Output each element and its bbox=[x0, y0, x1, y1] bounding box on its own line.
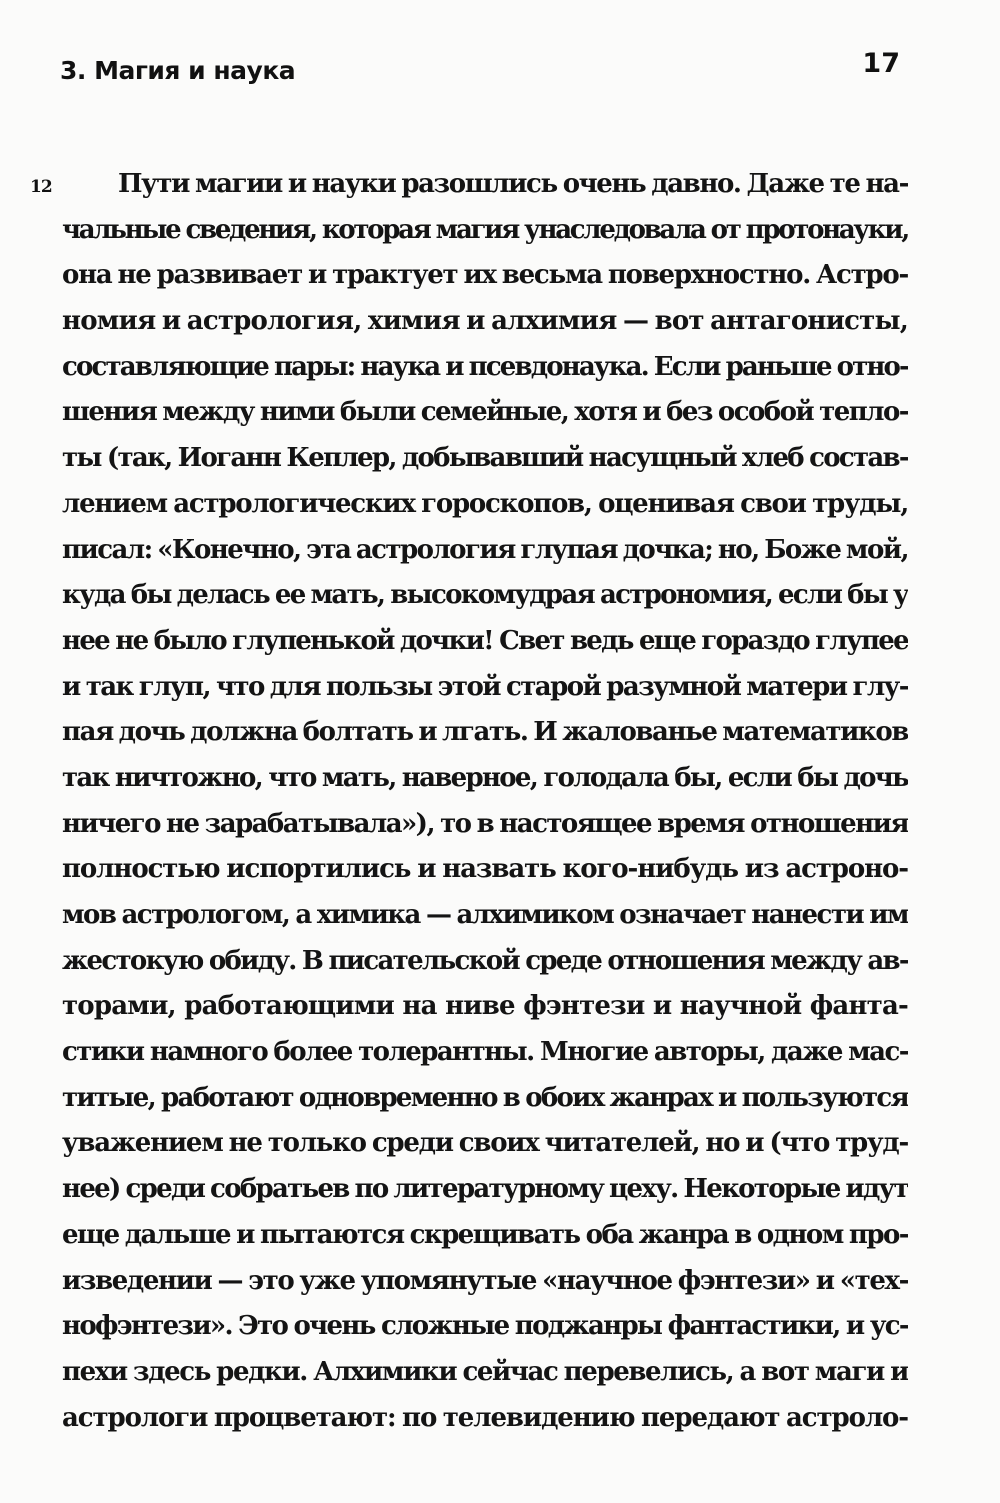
text-line: нее) среди собратьев по литературному цеху. Некоторые идут bbox=[62, 1174, 908, 1205]
text-line: Пути магии и науки разошлись очень давно. Даже те на- bbox=[118, 169, 908, 199]
text-line: и так глуп, что для пользы этой старой разумной матери глу- bbox=[62, 671, 908, 702]
text-line: ничего не зарабатывала»), то в настоящее время отношения bbox=[62, 808, 908, 839]
text-line: титые, работают одновременно в обоих жанрах и пользуются bbox=[62, 1082, 908, 1113]
text-line: пехи здесь редки. Алхимики сейчас перевелись, а вот маги и bbox=[62, 1356, 908, 1387]
text-line: пая дочь должна болтать и лгать. И жалованье математиков bbox=[62, 717, 908, 748]
text-line: чальные сведения, которая магия унаследовала от протонауки, bbox=[62, 214, 908, 245]
text-line: торами, работающими на ниве фэнтези и научной фанта- bbox=[62, 991, 908, 1022]
text-line: лением астрологических гороскопов, оценивая свои труды, bbox=[62, 488, 908, 519]
margin-marker: 12 bbox=[30, 177, 52, 197]
page-number: 17 bbox=[862, 48, 900, 79]
text-line: так ничтожно, что мать, наверное, голодала бы, если бы дочь bbox=[62, 762, 908, 793]
text-line: стики намного более толерантны. Многие авторы, даже мас- bbox=[62, 1037, 908, 1068]
text-line: еще дальше и пытаются скрещивать оба жанра в одном про- bbox=[62, 1219, 908, 1250]
chapter-title: 3. Магия и наука bbox=[60, 56, 296, 85]
text-line: жестокую обиду. В писательской среде отношения между ав- bbox=[62, 945, 908, 976]
text-line: ты (так, Иоганн Кеплер, добывавший насущный хлеб состав- bbox=[62, 443, 908, 474]
text-line: писал: «Конечно, эта астрология глупая дочка; но, Боже мой, bbox=[62, 534, 908, 565]
text-line: куда бы делась ее мать, высокомудрая астрономия, если бы у bbox=[62, 580, 908, 611]
text-line: номия и астрология, химия и алхимия — вот антагонисты, bbox=[62, 306, 908, 337]
text-line: составляющие пары: наука и псевдонаука. Если раньше отно- bbox=[62, 351, 908, 382]
text-line: уважением не только среди своих читателей, но и (что труд- bbox=[62, 1128, 908, 1159]
text-line: шения между ними были семейные, хотя и без особой тепло- bbox=[62, 397, 908, 428]
text-line: она не развивает и трактует их весьма поверхностно. Астро- bbox=[62, 260, 908, 291]
text-line: изведении — это уже упомянутые «научное фэнтези» и «тех- bbox=[62, 1265, 908, 1296]
running-header bbox=[60, 48, 900, 88]
text-line: мов астрологом, а химика — алхимиком означает нанести им bbox=[62, 900, 908, 930]
text-line: нее не было глупенькой дочки! Свет ведь еще гораздо глупее bbox=[62, 625, 908, 656]
text-line: астрологи процветают: по телевидению передают астроло- bbox=[62, 1402, 908, 1433]
text-line: нофэнтези». Это очень сложные поджанры фантастики, и ус- bbox=[62, 1311, 908, 1342]
paragraph bbox=[62, 162, 908, 1441]
text-line: полностью испортились и назвать кого-нибудь из астроно- bbox=[62, 854, 908, 885]
